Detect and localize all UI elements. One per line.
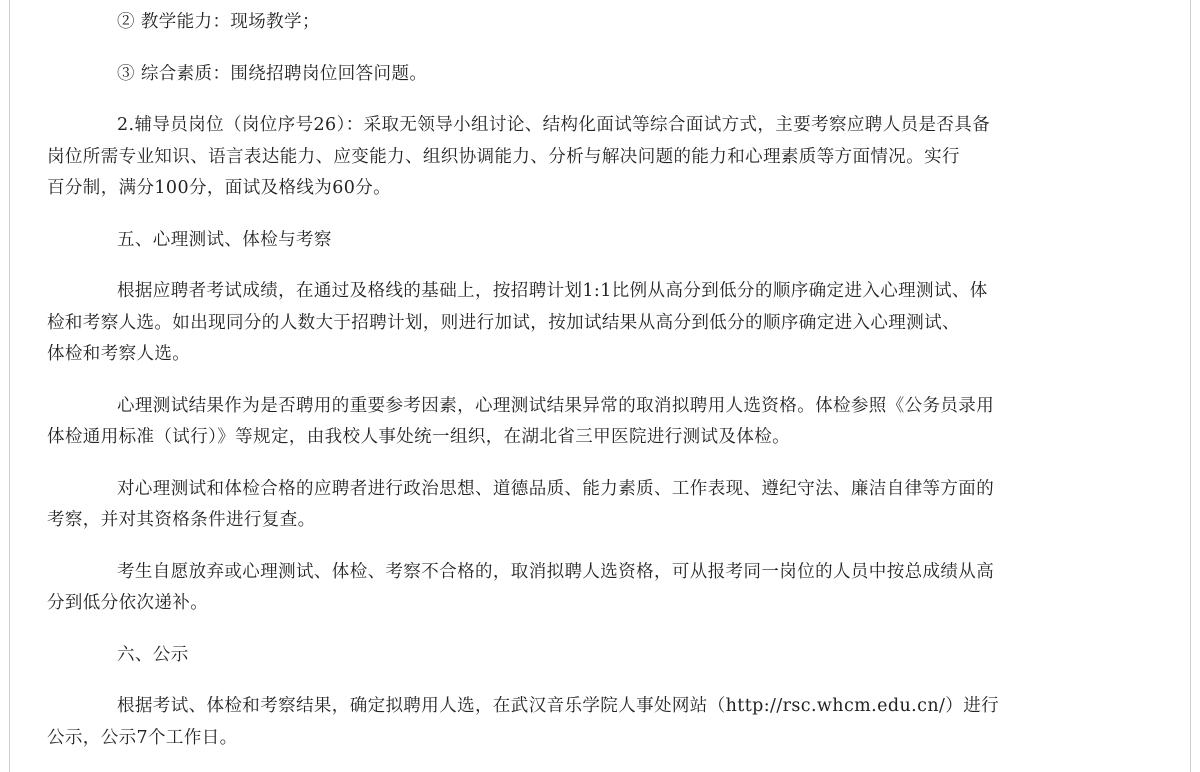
text-line: 考察，并对其资格条件进行复查。 bbox=[47, 510, 316, 530]
paragraph-psych-test bbox=[47, 391, 1142, 454]
section-heading-five bbox=[82, 225, 1142, 257]
text-line: 根据考试、体检和考察结果，确定拟聘用人选，在武汉音乐学院人事处网站（http://rsc.whcm.edu.cn/）进行 bbox=[117, 696, 1000, 716]
text-line: 体检通用标准（试行）》等规定，由我校人事处统一组织，在湖北省三甲医院进行测试及体检。 bbox=[47, 427, 791, 447]
text-line: 岗位所需专业知识、语言表达能力、应变能力、组织协调能力、分析与解决问题的能力和心理素质等方面情况。实行 bbox=[47, 146, 960, 167]
page-border-right bbox=[1190, 0, 1191, 772]
text-line: ② 教学能力：现场教学； bbox=[117, 12, 320, 32]
paragraph-inspection bbox=[47, 474, 1142, 537]
text-line: 分到低分依次递补。 bbox=[47, 593, 209, 613]
text-line: ③ 综合素质：围绕招聘岗位回答问题。 bbox=[117, 63, 428, 84]
paragraph-replacement bbox=[47, 557, 1142, 620]
text-line: 五、心理测试、体检与考察 bbox=[117, 229, 332, 250]
document-body bbox=[47, 7, 1142, 772]
paragraph-counselor-position bbox=[47, 110, 1142, 205]
text-line: 检和考察人选。如出现同分的人数大于招聘计划，则进行加试，按加试结果从高分到低分的顺序确定进入心理测试、 bbox=[47, 312, 960, 333]
text-line: 六、公示 bbox=[117, 644, 189, 665]
text-line: 根据应聘者考试成绩，在通过及格线的基础上，按招聘计划1:1比例从高分到低分的顺序确定进入心理测试、体 bbox=[117, 281, 988, 301]
text-line: 对心理测试和体检合格的应聘者进行政治思想、道德品质、能力素质、工作表现、遵纪守法、廉洁自律等方面的 bbox=[117, 478, 995, 499]
text-line: 2.辅导员岗位（岗位序号26）：采取无领导小组讨论、结构化面试等综合面试方式，主要考察应聘人员是否具备 bbox=[117, 115, 991, 135]
text-line: 体检和考察人选。 bbox=[47, 344, 191, 364]
text-line: 百分制，满分100分，面试及格线为60分。 bbox=[47, 178, 392, 198]
text-line: 公示，公示7个工作日。 bbox=[47, 727, 238, 748]
item-overall-quality bbox=[82, 59, 1142, 91]
paragraph-selection-rules bbox=[47, 276, 1142, 371]
item-teaching-ability bbox=[82, 7, 1142, 39]
text-line: 心理测试结果作为是否聘用的重要参考因素，心理测试结果异常的取消拟聘用人选资格。体检参照《公务员录用 bbox=[117, 395, 995, 416]
text-line: 考生自愿放弃或心理测试、体检、考察不合格的，取消拟聘人选资格，可从报考同一岗位的人员中按总成绩从高 bbox=[117, 561, 995, 582]
page-border-left bbox=[9, 0, 10, 772]
section-heading-six bbox=[82, 640, 1142, 672]
paragraph-publicity bbox=[47, 691, 1142, 754]
